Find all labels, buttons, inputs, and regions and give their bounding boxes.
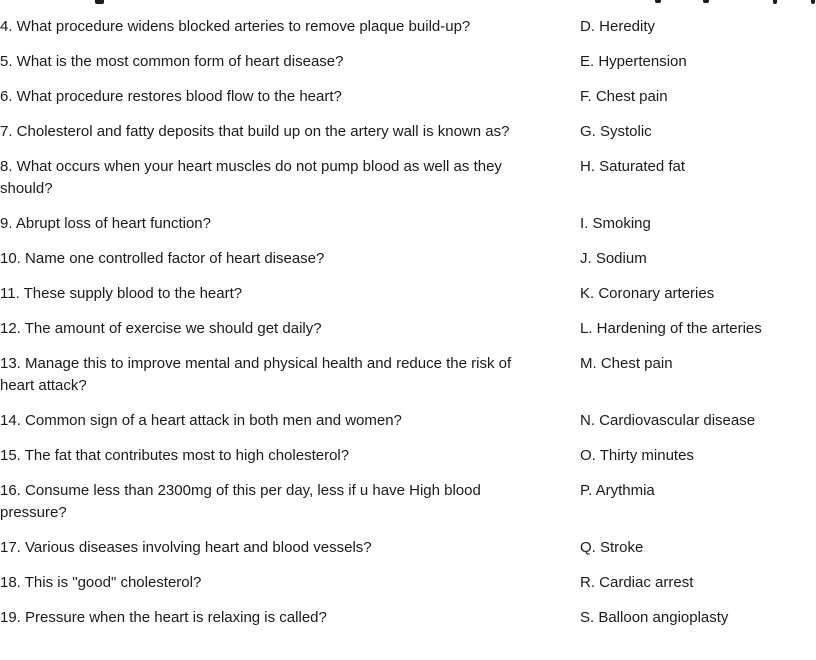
answer-text: S. Balloon angioplasty bbox=[580, 609, 729, 626]
answer-text: H. Saturated fat bbox=[580, 158, 686, 175]
question-text: 14. Common sign of a heart attack in both men and women? bbox=[0, 412, 402, 429]
answer-text: K. Coronary arteries bbox=[580, 285, 715, 302]
answer-text: P. Arythmia bbox=[580, 482, 655, 499]
answer-text: D. Heredity bbox=[580, 18, 656, 35]
answer-text: O. Thirty minutes bbox=[580, 447, 694, 464]
question-text: 5. What is the most common form of heart disease? bbox=[0, 53, 344, 70]
quiz-row bbox=[0, 51, 816, 73]
question-text: 10. Name one controlled factor of heart disease? bbox=[0, 250, 325, 267]
quiz-row bbox=[0, 248, 816, 270]
question-text: 17. Various diseases involving heart and blood vessels? bbox=[0, 539, 372, 556]
quiz-row bbox=[0, 480, 816, 524]
quiz-row bbox=[0, 121, 816, 143]
answer-text: M. Chest pain bbox=[580, 355, 673, 372]
quiz-row bbox=[0, 607, 816, 629]
clipped-descender-fragment bbox=[811, 0, 815, 4]
quiz-row bbox=[0, 353, 816, 397]
question-text: 11. These supply blood to the heart? bbox=[0, 285, 243, 302]
question-text: 4. What procedure widens blocked arteries to remove plaque build-up? bbox=[0, 18, 471, 35]
answer-text: R. Cardiac arrest bbox=[580, 574, 694, 591]
matching-quiz-list bbox=[0, 16, 816, 642]
clipped-descender-fragment bbox=[773, 0, 777, 4]
quiz-row bbox=[0, 445, 816, 467]
answer-text: G. Systolic bbox=[580, 123, 652, 140]
clipped-top-line bbox=[0, 0, 816, 6]
question-text: 15. The fat that contributes most to high cholesterol? bbox=[0, 447, 350, 464]
clipped-descender-fragment bbox=[655, 0, 661, 3]
quiz-row bbox=[0, 572, 816, 594]
answer-text: J. Sodium bbox=[580, 250, 647, 267]
question-text: 13. Manage this to improve mental and physical health and reduce the risk of heart attack? bbox=[0, 355, 512, 394]
question-text: 18. This is "good" cholesterol? bbox=[0, 574, 202, 591]
question-text: 16. Consume less than 2300mg of this per day, less if u have High blood pressure? bbox=[0, 482, 481, 521]
question-text: 7. Cholesterol and fatty deposits that build up on the artery wall is known as? bbox=[0, 123, 510, 140]
quiz-row bbox=[0, 86, 816, 108]
quiz-row bbox=[0, 410, 816, 432]
quiz-row bbox=[0, 16, 816, 38]
quiz-row bbox=[0, 537, 816, 559]
question-text: 8. What occurs when your heart muscles do not pump blood as well as they should? bbox=[0, 158, 502, 197]
answer-text: I. Smoking bbox=[580, 215, 651, 232]
answer-text: L. Hardening of the arteries bbox=[580, 320, 762, 337]
question-text: 9. Abrupt loss of heart function? bbox=[0, 215, 211, 232]
answer-text: Q. Stroke bbox=[580, 539, 644, 556]
clipped-descender-fragment bbox=[95, 0, 104, 4]
question-text: 19. Pressure when the heart is relaxing is called? bbox=[0, 609, 327, 626]
question-text: 12. The amount of exercise we should get daily? bbox=[0, 320, 322, 337]
question-text: 6. What procedure restores blood flow to the heart? bbox=[0, 88, 342, 105]
quiz-row bbox=[0, 156, 816, 200]
quiz-row bbox=[0, 318, 816, 340]
quiz-row bbox=[0, 283, 816, 305]
clipped-descender-fragment bbox=[703, 0, 709, 3]
answer-text: N. Cardiovascular disease bbox=[580, 412, 756, 429]
answer-text: F. Chest pain bbox=[580, 88, 668, 105]
answer-text: E. Hypertension bbox=[580, 53, 687, 70]
quiz-row bbox=[0, 213, 816, 235]
